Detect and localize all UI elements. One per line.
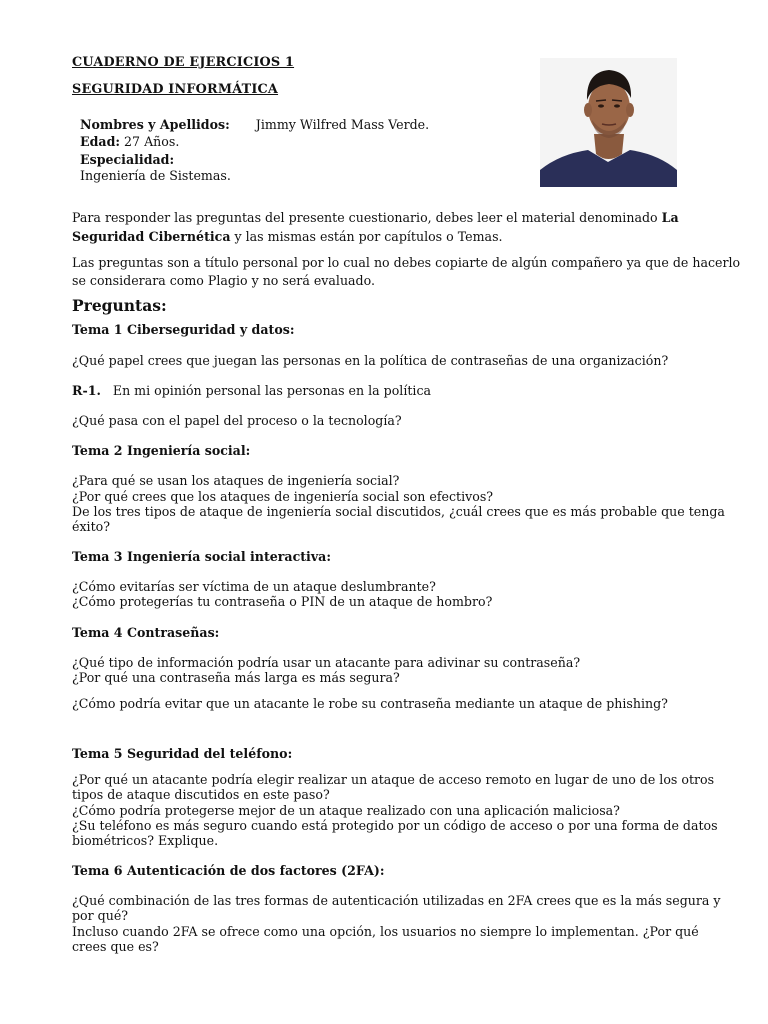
tema-2-heading: Tema 2 Ingeniería social: — [72, 443, 251, 458]
tema-2-question-3-line-2: éxito? — [72, 519, 110, 534]
tema-6-question-1-line-1: ¿Qué combinación de las tres formas de autenticación utilizadas en 2FA crees que es la más segura y — [72, 893, 721, 908]
questions-heading: Preguntas: — [72, 296, 167, 315]
document-title: CUADERNO DE EJERCICIOS 1 — [72, 55, 295, 70]
tema-6-question-2-line-2: crees que es? — [72, 939, 159, 954]
tema-5-question-3-line-1: ¿Su teléfono es más seguro cuando está protegido por un código de acceso o por una forma de datos — [72, 818, 718, 833]
intro-text-b: y las mismas están por capítulos o Temas. — [230, 229, 503, 244]
tema-3-question-1: ¿Cómo evitarías ser víctima de un ataque deslumbrante? — [72, 579, 436, 594]
age-value: 27 Años. — [124, 134, 180, 149]
tema-6-heading: Tema 6 Autenticación de dos factores (2FA): — [72, 863, 385, 878]
tema-4-question-1: ¿Qué tipo de información podría usar un atacante para adivinar su contraseña? — [72, 655, 581, 670]
answer-label: R-1. — [72, 383, 101, 398]
intro-bold-2: Seguridad Cibernética — [72, 229, 231, 244]
tema-6-question-1-line-2: por qué? — [72, 908, 129, 923]
tema-5-heading: Tema 5 Seguridad del teléfono: — [72, 746, 293, 761]
student-age-row — [80, 134, 179, 149]
intro-text-a: Para responder las preguntas del presente cuestionario, debes leer el material denominado — [72, 210, 662, 225]
tema-4-heading: Tema 4 Contraseñas: — [72, 625, 220, 640]
tema-4-question-3: ¿Cómo podría evitar que un atacante le robe su contraseña mediante un ataque de phishing? — [72, 696, 668, 711]
answer-text: En mi opinión personal las personas en la política — [112, 383, 432, 398]
tema-2-question-2: ¿Por qué crees que los ataques de ingeniería social son efectivos? — [72, 489, 494, 504]
intro-line-1 — [72, 210, 679, 225]
portrait-image — [540, 58, 677, 187]
age-label: Edad: — [80, 134, 121, 149]
specialty-value: Ingeniería de Sistemas. — [80, 168, 231, 183]
tema-6-question-2-line-1: Incluso cuando 2FA se ofrece como una opción, los usuarios no siempre lo implementan. ¿Por qué — [72, 924, 699, 939]
intro-bold-1: La — [661, 210, 679, 225]
intro-line-2 — [72, 229, 503, 244]
tema-5-question-1-line-1: ¿Por qué un atacante podría elegir realizar un ataque de acceso remoto en lugar de uno de los otros — [72, 772, 715, 787]
intro-p2-line-2: se considerara como Plagio y no será evaluado. — [72, 273, 375, 288]
student-name-row — [80, 117, 429, 132]
name-value: Jimmy Wilfred Mass Verde. — [255, 117, 430, 132]
tema-1-heading: Tema 1 Ciberseguridad y datos: — [72, 322, 295, 337]
document-subtitle: SEGURIDAD INFORMÁTICA — [72, 82, 279, 97]
tema-4-question-2: ¿Por qué una contraseña más larga es más segura? — [72, 670, 400, 685]
tema-3-heading: Tema 3 Ingeniería social interactiva: — [72, 549, 331, 564]
student-photo — [540, 58, 677, 187]
name-label: Nombres y Apellidos: — [80, 117, 230, 132]
tema-2-question-3-line-1: De los tres tipos de ataque de ingeniería social discutidos, ¿cuál crees que es más probable que tenga — [72, 504, 725, 519]
tema-2-question-1: ¿Para qué se usan los ataques de ingeniería social? — [72, 473, 400, 488]
tema-5-question-3-line-2: biométricos? Explique. — [72, 833, 219, 848]
tema-5-question-2: ¿Cómo podría protegerse mejor de un ataque realizado con una aplicación maliciosa? — [72, 803, 620, 818]
tema-3-question-2: ¿Cómo protegerías tu contraseña o PIN de un ataque de hombro? — [72, 594, 493, 609]
tema-1-answer — [72, 383, 431, 398]
tema-1-question-2: ¿Qué pasa con el papel del proceso o la tecnología? — [72, 413, 402, 428]
tema-1-question-1: ¿Qué papel crees que juegan las personas en la política de contraseñas de una organización? — [72, 353, 669, 368]
specialty-label: Especialidad: — [80, 152, 175, 167]
intro-p2-line-1: Las preguntas son a título personal por lo cual no debes copiarte de algún compañero ya que de hacerlo — [72, 255, 741, 270]
tema-5-question-1-line-2: tipos de ataque discutidos en este paso? — [72, 787, 330, 802]
